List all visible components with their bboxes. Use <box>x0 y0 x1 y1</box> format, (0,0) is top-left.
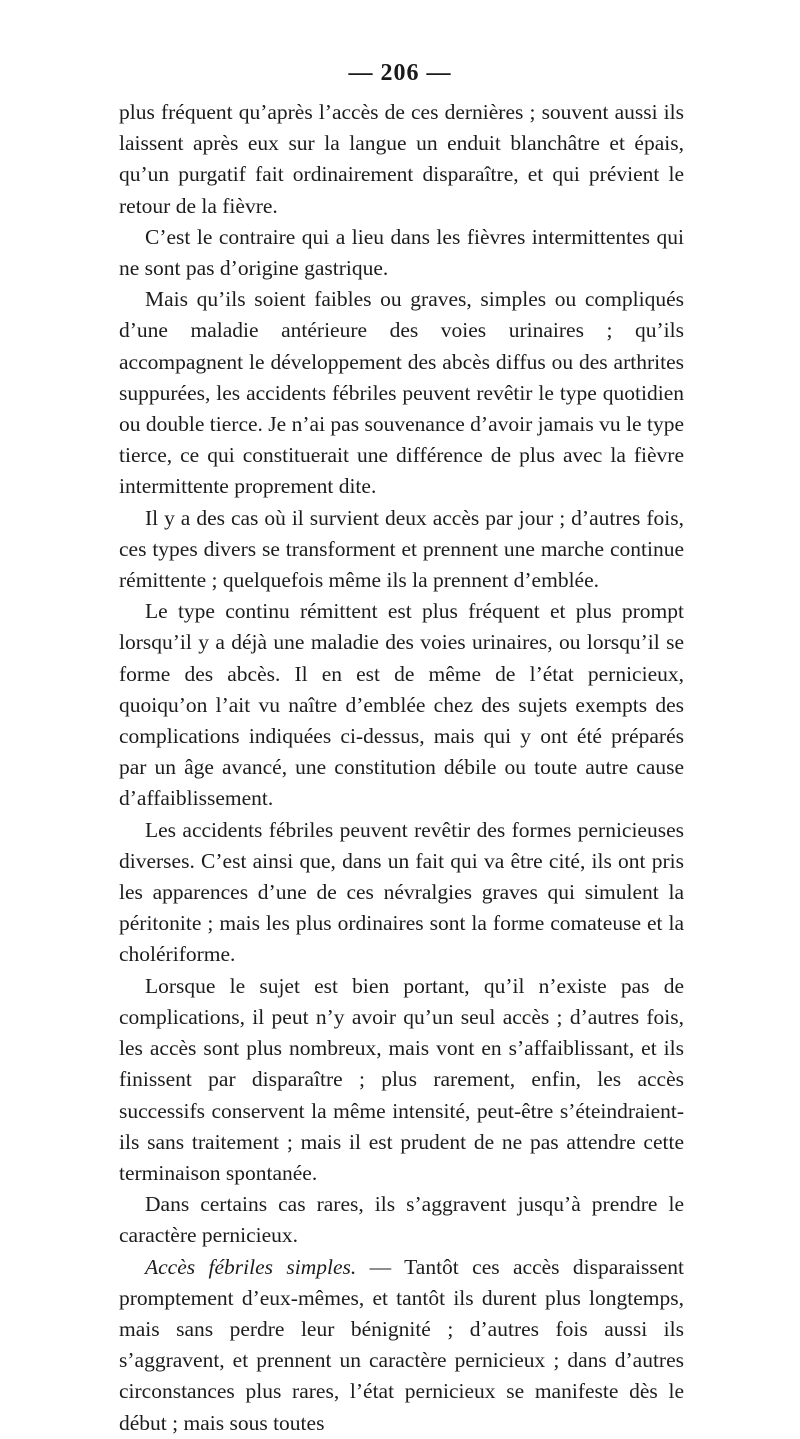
paragraph: Lorsque le sujet est bien portant, qu’il n’existe pas de complications, il peut n’y avoir qu’un seul accès ; d’autres fois, les accès sont plus nombreux, mais vont en s’affaiblissant, et ils finissent par disparaître ; plus rarement, enfin, les accès successifs conservent la même intensité, peut-être s’éteindraient-ils sans traitement ; mais il est prudent de ne pas attendre cette terminaison spontanée. <box>119 973 684 1185</box>
paragraph: Mais qu’ils soient faibles ou graves, simples ou compliqués d’une maladie antérieure des voies urinaires ; qu’ils accompagnent le développement des abcès diffus ou des arthrites suppurées, les accidents fébriles peuvent revêtir le type quotidien ou double tierce. Je n’ai pas souvenance d’avoir jamais vu le type tierce, ce qui constituerait une différence de plus avec la fièvre intermittente proprement dite. <box>119 287 684 499</box>
paragraph: Les accidents fébriles peuvent revêtir des formes pernicieuses diverses. C’est ainsi que, dans un fait qui va être cité, ils ont pris les apparences d’une de ces névralgies graves qui simulent la péritonite ; mais les plus ordinaires sont la forme comateuse et la cholériforme. <box>119 817 684 967</box>
paragraph-continuation: plus fréquent qu’après l’accès de ces dernières ; souvent aussi ils laissent après eux sur la langue un enduit blanchâtre et épais, qu’un purgatif fait ordinairement disparaître, et qui prévient le retour de la fièvre. <box>119 100 684 218</box>
paragraph: C’est le contraire qui a lieu dans les fièvres intermittentes qui ne sont pas d’origine gastrique. <box>119 224 684 281</box>
body-text <box>119 97 684 1439</box>
paragraph: Il y a des cas où il survient deux accès par jour ; d’autres fois, ces types divers se transforment et prennent une marche continue rémittente ; quelquefois même ils la prennent d’emblée. <box>119 505 684 593</box>
section-heading: Accès fébriles simples. <box>145 1254 357 1279</box>
page-number: — 206 — <box>348 60 452 86</box>
paragraph-with-heading <box>119 1252 684 1439</box>
section-text: — Tantôt ces accès disparaissent promptement d’eux-mêmes, et tantôt ils durent plus longtemps, mais sans perdre leur bénignité ; d’autres fois aussi ils s’aggravent, et prennent un caractère pernicieux ; dans d’autres circonstances plus rares, l’état pernicieux se manifeste dès le début ; mais sous toutes <box>119 1254 684 1435</box>
paragraph: Dans certains cas rares, ils s’aggravent jusqu’à prendre le caractère pernicieux. <box>119 1192 684 1248</box>
paragraph: Le type continu rémittent est plus fréquent et plus prompt lorsqu’il y a déjà une maladie des voies urinaires, ou lorsqu’il se forme des abcès. Il en est de même de l’état pernicieux, quoiqu’on l’ait vu naître d’emblée chez des sujets exempts des complications indiquées ci-dessus, mais qui y ont été préparés par un âge avancé, une constitution débile ou toute autre cause d’affaiblissement. <box>119 599 684 811</box>
